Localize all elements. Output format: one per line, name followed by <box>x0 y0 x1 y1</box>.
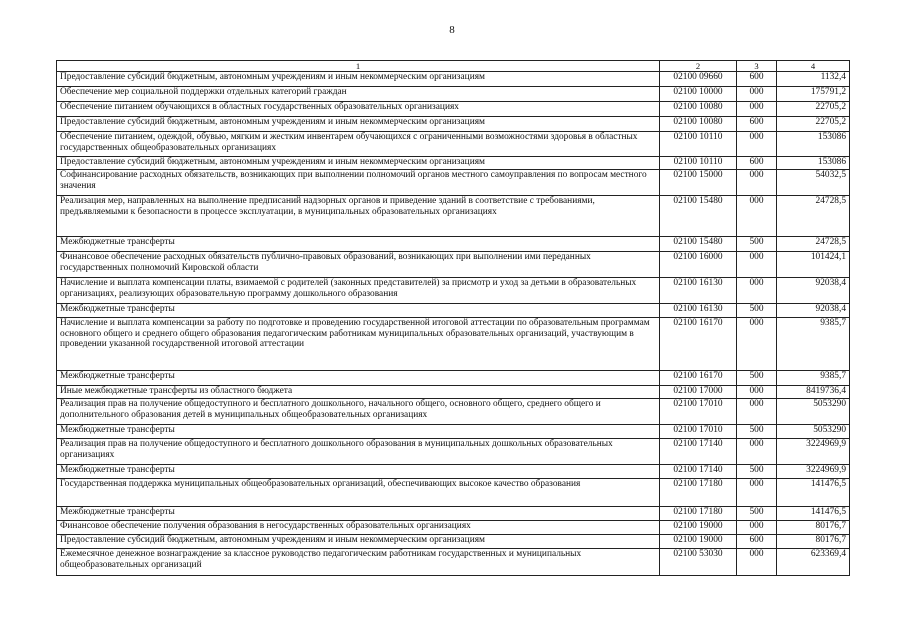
row-type: 000 <box>737 170 777 196</box>
table-row <box>57 535 850 549</box>
row-code: 02100 10000 <box>660 87 737 102</box>
row-type: 000 <box>737 196 777 237</box>
row-type: 000 <box>737 549 777 576</box>
row-sum: 5053290 <box>777 425 850 439</box>
table-row <box>57 399 850 425</box>
budget-table <box>56 60 850 576</box>
row-name: Начисление и выплата компенсации за работу по подготовке и проведению государственной итоговой аттестации по образовательным программам основного общего и среднего общего образования педагогическим работникам муниципальных образовательных организаций, участвующим в проведении указанной государственной итоговой аттестации <box>57 318 660 371</box>
table-row <box>57 157 850 170</box>
row-name: Государственная поддержка муниципальных общеобразовательных организаций, обеспечивающих высокое качество образования <box>57 479 660 507</box>
header-col-1: 1 <box>57 61 660 72</box>
row-name: Финансовое обеспечение расходных обязательств публично-правовых образований, возникающих при выполнении ими переданных государственных полномочий Кировской области <box>57 252 660 278</box>
row-code: 02100 17140 <box>660 465 737 479</box>
row-code: 02100 19000 <box>660 535 737 549</box>
row-sum: 175791,2 <box>777 87 850 102</box>
table-row <box>57 304 850 318</box>
row-sum: 24728,5 <box>777 196 850 237</box>
row-name: Финансовое обеспечение получения образования в негосударственных образовательных организациях <box>57 521 660 535</box>
row-code: 02100 09660 <box>660 72 737 87</box>
table-row <box>57 237 850 252</box>
row-name: Обеспечение питанием, одеждой, обувью, мягким и жестким инвентарем обучающихся с ограниченными возможностями здоровья в областных государственных общеобразовательных организациях <box>57 132 660 157</box>
row-sum: 92038,4 <box>777 304 850 318</box>
row-code: 02100 10110 <box>660 132 737 157</box>
row-code: 02100 17010 <box>660 399 737 425</box>
row-name: Реализация прав на получение общедоступного и бесплатного дошкольного, начального общего, основного общего, среднего общего и дополнительного образования детей в муниципальных общеобразовательных организациях <box>57 399 660 425</box>
table-row <box>57 252 850 278</box>
row-code: 02100 17180 <box>660 507 737 521</box>
table-row <box>57 439 850 465</box>
row-type: 500 <box>737 425 777 439</box>
row-name: Межбюджетные трансферты <box>57 371 660 386</box>
row-code: 02100 17000 <box>660 386 737 399</box>
table-row <box>57 318 850 371</box>
row-type: 000 <box>737 439 777 465</box>
row-type: 000 <box>737 399 777 425</box>
row-code: 02100 16170 <box>660 318 737 371</box>
header-col-4: 4 <box>777 61 850 72</box>
row-sum: 3224969,9 <box>777 465 850 479</box>
row-type: 500 <box>737 371 777 386</box>
row-sum: 9385,7 <box>777 318 850 371</box>
table-row <box>57 549 850 576</box>
row-type: 600 <box>737 72 777 87</box>
table-row <box>57 278 850 304</box>
table-row <box>57 102 850 117</box>
row-name: Реализация прав на получение общедоступного и бесплатного дошкольного образования в муниципальных дошкольных образовательных организациях <box>57 439 660 465</box>
row-name: Ежемесячное денежное вознаграждение за классное руководство педагогическим работникам государственных и муниципальных общеобразовательных организаций <box>57 549 660 576</box>
row-type: 000 <box>737 318 777 371</box>
row-type: 000 <box>737 87 777 102</box>
table-row <box>57 507 850 521</box>
table-row <box>57 72 850 87</box>
row-name: Межбюджетные трансферты <box>57 304 660 318</box>
row-sum: 22705,2 <box>777 102 850 117</box>
table-row <box>57 425 850 439</box>
table-row <box>57 170 850 196</box>
row-type: 000 <box>737 102 777 117</box>
row-sum: 80176,7 <box>777 521 850 535</box>
row-type: 600 <box>737 157 777 170</box>
row-name: Иные межбюджетные трансферты из областного бюджета <box>57 386 660 399</box>
row-sum: 101424,1 <box>777 252 850 278</box>
row-name: Предоставление субсидий бюджетным, автономным учреждениям и иным некоммерческим организациям <box>57 157 660 170</box>
row-code: 02100 19000 <box>660 521 737 535</box>
row-type: 000 <box>737 386 777 399</box>
row-type: 000 <box>737 479 777 507</box>
row-type: 600 <box>737 117 777 132</box>
row-sum: 24728,5 <box>777 237 850 252</box>
table-header-row <box>57 61 850 72</box>
row-type: 000 <box>737 252 777 278</box>
page-number: 8 <box>449 24 455 36</box>
row-type: 600 <box>737 535 777 549</box>
row-sum: 623369,4 <box>777 549 850 576</box>
row-sum: 141476,5 <box>777 479 850 507</box>
row-type: 000 <box>737 278 777 304</box>
row-code: 02100 15480 <box>660 196 737 237</box>
row-sum: 141476,5 <box>777 507 850 521</box>
row-type: 000 <box>737 132 777 157</box>
row-sum: 8419736,4 <box>777 386 850 399</box>
table-body <box>57 72 850 576</box>
row-name: Предоставление субсидий бюджетным, автономным учреждениям и иным некоммерческим организациям <box>57 72 660 87</box>
row-name: Реализация мер, направленных на выполнение предписаний надзорных органов и приведение зданий в соответствие с требованиями, предъявляемыми к безопасности в процессе эксплуатации, в муниципальных образовательных организациях <box>57 196 660 237</box>
row-code: 02100 10080 <box>660 102 737 117</box>
row-name: Предоставление субсидий бюджетным, автономным учреждениям и иным некоммерческим организациям <box>57 535 660 549</box>
row-name: Обеспечение питанием обучающихся в областных государственных образовательных организациях <box>57 102 660 117</box>
table-row <box>57 196 850 237</box>
table-row <box>57 479 850 507</box>
row-type: 500 <box>737 237 777 252</box>
row-sum: 92038,4 <box>777 278 850 304</box>
row-code: 02100 17010 <box>660 425 737 439</box>
row-name: Межбюджетные трансферты <box>57 237 660 252</box>
table-row <box>57 117 850 132</box>
row-sum: 5053290 <box>777 399 850 425</box>
header-col-2: 2 <box>660 61 737 72</box>
row-sum: 1132,4 <box>777 72 850 87</box>
table-row <box>57 371 850 386</box>
row-name: Софинансирование расходных обязательств, возникающих при выполнении полномочий органов местного самоуправления по вопросам местного значения <box>57 170 660 196</box>
row-sum: 9385,7 <box>777 371 850 386</box>
table-row <box>57 87 850 102</box>
row-code: 02100 15480 <box>660 237 737 252</box>
row-sum: 3224969,9 <box>777 439 850 465</box>
table-row <box>57 386 850 399</box>
row-code: 02100 16170 <box>660 371 737 386</box>
row-name: Межбюджетные трансферты <box>57 465 660 479</box>
row-type: 500 <box>737 465 777 479</box>
row-code: 02100 10080 <box>660 117 737 132</box>
row-type: 000 <box>737 521 777 535</box>
row-code: 02100 53030 <box>660 549 737 576</box>
row-name: Межбюджетные трансферты <box>57 507 660 521</box>
row-code: 02100 15000 <box>660 170 737 196</box>
row-sum: 22705,2 <box>777 117 850 132</box>
row-name: Межбюджетные трансферты <box>57 425 660 439</box>
row-code: 02100 17140 <box>660 439 737 465</box>
table-row <box>57 132 850 157</box>
row-type: 500 <box>737 304 777 318</box>
row-sum: 153086 <box>777 157 850 170</box>
table-row <box>57 521 850 535</box>
row-code: 02100 10110 <box>660 157 737 170</box>
row-code: 02100 17180 <box>660 479 737 507</box>
row-sum: 54032,5 <box>777 170 850 196</box>
row-name: Начисление и выплата компенсации платы, взимаемой с родителей (законных представителей) за присмотр и уход за детьми в образовательных организациях, реализующих образовательную программу дошкольного образования <box>57 278 660 304</box>
table-row <box>57 465 850 479</box>
row-name: Обеспечение мер социальной поддержки отдельных категорий граждан <box>57 87 660 102</box>
row-sum: 80176,7 <box>777 535 850 549</box>
row-name: Предоставление субсидий бюджетным, автономным учреждениям и иным некоммерческим организациям <box>57 117 660 132</box>
row-code: 02100 16130 <box>660 278 737 304</box>
header-col-3: 3 <box>737 61 777 72</box>
row-code: 02100 16000 <box>660 252 737 278</box>
row-type: 500 <box>737 507 777 521</box>
row-code: 02100 16130 <box>660 304 737 318</box>
row-sum: 153086 <box>777 132 850 157</box>
